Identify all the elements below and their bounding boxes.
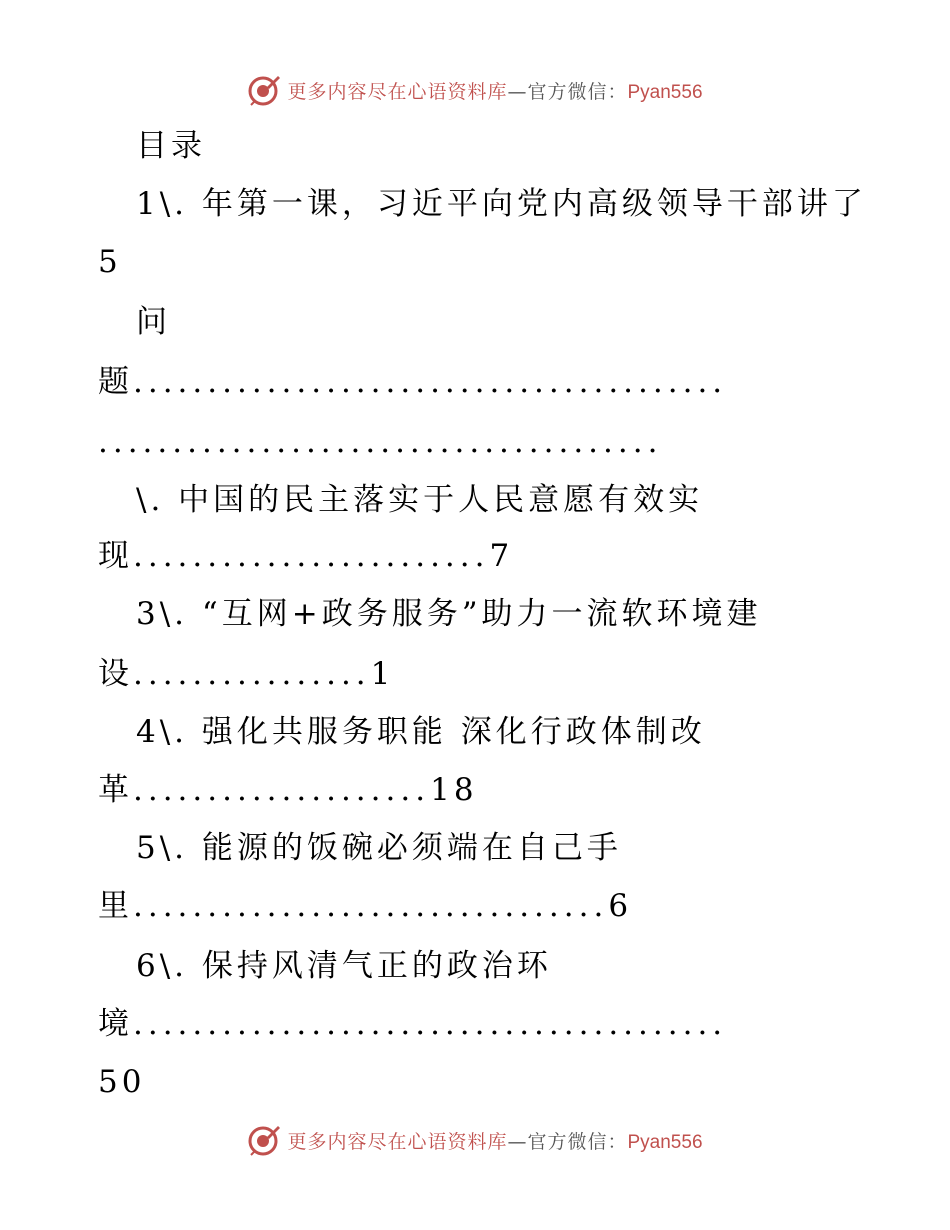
toc-entry-4-last-word: 革	[98, 772, 133, 808]
quill-pen-logo-icon	[247, 73, 281, 107]
toc-entry-4-leader-row	[98, 770, 478, 810]
toc-entry-2-title: \. 中国的民主落实于人民意愿有效实	[136, 482, 704, 518]
toc-entry-2-page: 7	[489, 538, 514, 574]
toc-entry-1-title: 1\. 年第一课，习近平向党内高级领导干部讲了	[136, 186, 867, 222]
toc-entry-3-leader: ................	[133, 656, 371, 692]
watermark-wechat-id: Pyan556	[627, 81, 703, 103]
toc-entry-4-page: 18	[430, 772, 478, 808]
watermark-separator: —	[507, 1130, 528, 1153]
toc-entry-6-title: 6\. 保持风清气正的政治环	[136, 948, 552, 984]
toc-entry-6-leader-row	[98, 1004, 727, 1044]
toc-entry-6-last-word: 境	[98, 1006, 133, 1042]
toc-entry-3-last-word: 设	[98, 656, 133, 692]
toc-entry-5-leader-row	[98, 886, 632, 926]
toc-entry-2-leader-row	[98, 536, 513, 576]
toc-entry-5-page: 6	[608, 888, 633, 924]
toc-entry-1-leader: ........................................	[133, 364, 728, 400]
toc-entry-1-last-word: 题	[98, 364, 133, 400]
toc-entry-3-page: 1	[370, 656, 395, 692]
toc-entry-1-title-cont2: 问	[136, 304, 171, 340]
toc-entry-1-leader-cont: ......................................	[98, 424, 663, 460]
toc-entry-1-title-cont: 5	[98, 244, 122, 280]
toc-entry-3-title: 3\. “互网+政务服务”助力一流软环境建	[136, 596, 762, 632]
toc-entry-1-leader-row	[98, 362, 727, 402]
watermark-wechat-id: Pyan556	[627, 1131, 703, 1153]
watermark-wechat-label: 官方微信：	[527, 80, 628, 103]
header-watermark	[0, 68, 950, 112]
toc-entry-2-last-word: 现	[98, 538, 133, 574]
watermark-separator: —	[507, 80, 528, 103]
toc-entry-5-leader: ................................	[133, 888, 609, 924]
watermark-wechat-label: 官方微信：	[527, 1130, 628, 1153]
footer-watermark	[0, 1118, 950, 1162]
toc-entry-3-leader-row	[98, 654, 394, 694]
toc-entry-5-title: 5\. 能源的饭碗必须端在自己手	[136, 830, 622, 866]
toc-entry-4-leader: ....................	[133, 772, 431, 808]
toc-entry-6-page: 50	[98, 1064, 146, 1100]
watermark-text: 更多内容尽在心语资料库	[287, 80, 508, 103]
toc-entry-5-last-word: 里	[98, 888, 133, 924]
toc-entry-6-leader: ........................................	[133, 1006, 728, 1042]
watermark-text: 更多内容尽在心语资料库	[287, 1130, 508, 1153]
toc-entry-2-leader: ........................	[133, 538, 490, 574]
toc-entry-4-title: 4\. 强化共服务职能 深化行政体制改	[136, 714, 706, 750]
quill-pen-logo-icon	[247, 1123, 281, 1157]
toc-heading: 目录	[136, 128, 206, 164]
